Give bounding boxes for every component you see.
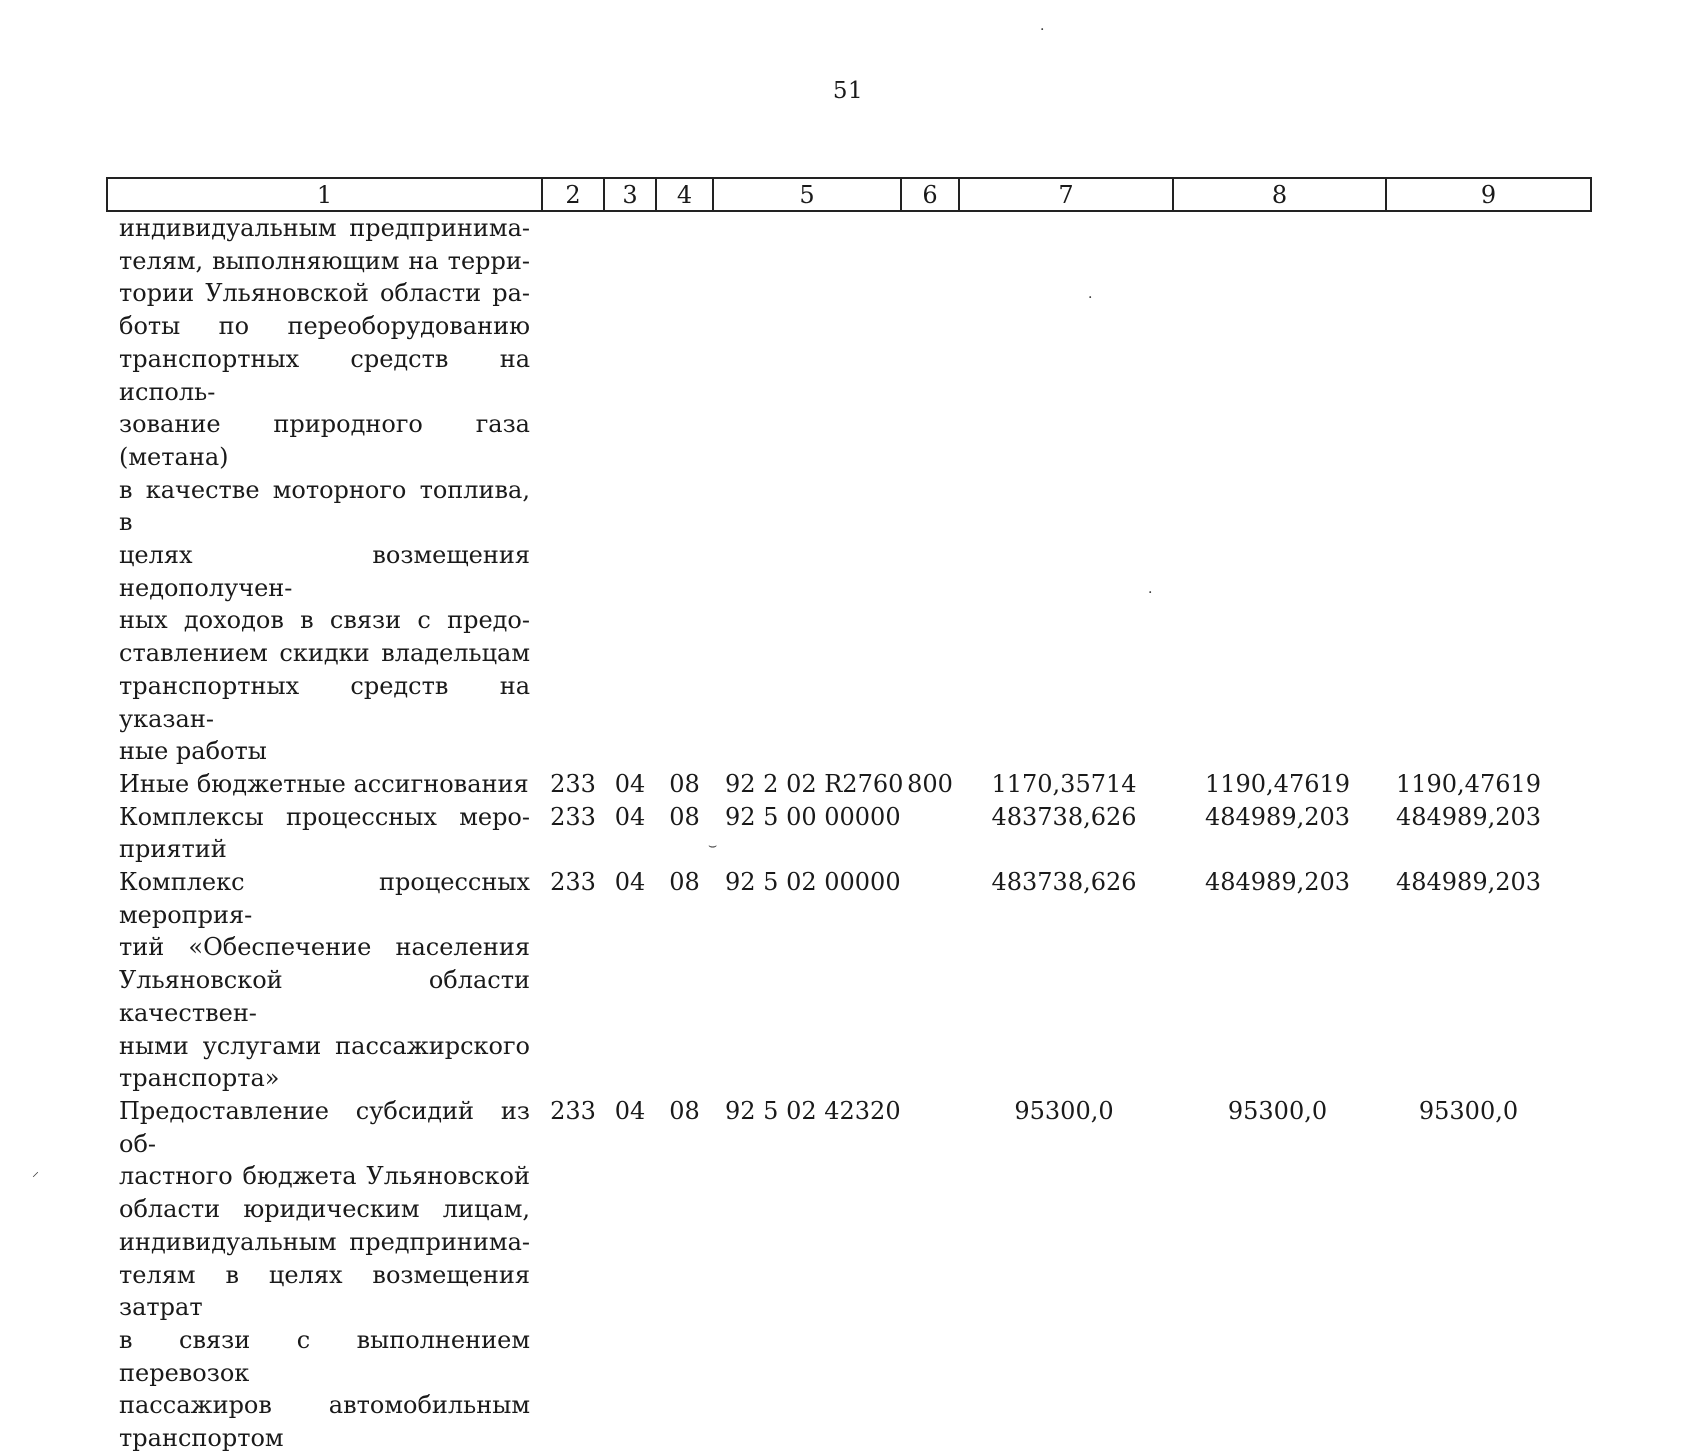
column-header-9: 9 <box>1386 178 1591 211</box>
scan-speck: · <box>1088 290 1093 306</box>
item-name-line: в связи с выполнением перевозок <box>119 1325 530 1387</box>
amount-year-1-cell: 483738,626 <box>991 802 1137 831</box>
expense-type-cell <box>901 866 959 1095</box>
item-name-line: приятий <box>119 835 227 864</box>
item-name-line: ных доходов в связи с предо- <box>119 606 530 635</box>
budget-code-cell: 233 <box>550 802 596 831</box>
target-article-cell: 92 5 02 00000 <box>725 868 901 897</box>
amount-year-3-cell: 95300,0 <box>1418 1096 1519 1125</box>
item-name-line: в качестве моторного топлива, в <box>119 475 530 537</box>
item-name-cell <box>107 1095 542 1455</box>
column-header-7: 7 <box>959 178 1173 211</box>
table-row <box>107 1095 1591 1455</box>
item-name-line: индивидуальным предпринима- <box>119 214 530 242</box>
item-name-cell <box>107 866 542 1095</box>
item-name-cell <box>107 768 542 801</box>
scan-speck: ⌣ <box>708 838 718 854</box>
target-article-cell: 92 5 02 42320 <box>725 1096 901 1125</box>
amount-year-3-cell <box>1386 211 1591 768</box>
item-name-line: ными услугами пассажирского <box>119 1031 530 1060</box>
amount-year-3-cell: 1190,47619 <box>1395 769 1542 798</box>
column-header-8: 8 <box>1173 178 1386 211</box>
scan-speck: · <box>1148 585 1153 601</box>
table-body <box>107 211 1591 1455</box>
column-number-header-row <box>107 178 1591 211</box>
item-name-line: индивидуальным предпринима- <box>119 1227 530 1256</box>
amount-year-2-cell: 484989,203 <box>1204 802 1351 831</box>
expense-type-cell: 800 <box>907 769 953 798</box>
item-name-cell <box>107 211 542 768</box>
item-name-line: боты по переоборудованию <box>119 312 530 341</box>
target-article-cell: 92 2 02 R2760 <box>725 769 904 798</box>
target-article-cell <box>713 211 901 768</box>
section-code-cell <box>604 211 656 768</box>
item-name-line: транспортных средств на исполь- <box>119 344 530 406</box>
target-article-cell: 92 5 00 00000 <box>725 802 901 831</box>
item-name-line: зование природного газа (метана) <box>119 410 530 471</box>
item-name-line: телям в целях возмещения затрат <box>119 1260 530 1322</box>
table-row <box>107 211 1591 768</box>
amount-year-1-cell: 483738,626 <box>991 868 1137 897</box>
budget-code-cell <box>542 211 604 768</box>
section-code-cell: 04 <box>614 868 646 897</box>
amount-year-2-cell: 95300,0 <box>1227 1096 1328 1125</box>
item-name-line: Предоставление субсидий из об- <box>119 1096 530 1158</box>
subsection-code-cell: 08 <box>669 769 700 798</box>
table-row <box>107 866 1591 1095</box>
subsection-code-cell: 08 <box>669 868 700 897</box>
item-name-line: транспортных средств на указан- <box>119 671 530 733</box>
item-name-line: тий «Обеспечение населения <box>119 933 530 962</box>
budget-table <box>106 177 1592 1455</box>
amount-year-1-cell <box>959 211 1173 768</box>
expense-type-cell <box>901 801 959 866</box>
amount-year-2-cell: 484989,203 <box>1204 868 1351 897</box>
column-header-3: 3 <box>604 178 656 211</box>
section-code-cell: 04 <box>614 769 646 798</box>
item-name-cell <box>107 801 542 866</box>
budget-code-cell: 233 <box>550 1096 596 1125</box>
column-header-6: 6 <box>901 178 959 211</box>
item-name-line: ластного бюджета Ульяновской <box>119 1162 530 1191</box>
amount-year-2-cell: 1190,47619 <box>1204 769 1351 798</box>
item-name-line: Комплексы процессных меро- <box>119 802 530 831</box>
column-header-4: 4 <box>656 178 713 211</box>
amount-year-1-cell: 1170,35714 <box>991 769 1137 798</box>
item-name-line: ставлением скидки владельцам <box>119 639 530 668</box>
subsection-code-cell <box>656 211 713 768</box>
item-name-line: транспортом <box>119 1424 284 1453</box>
amount-year-2-cell <box>1173 211 1386 768</box>
item-name-line: телям, выполняющим на терри- <box>119 246 530 275</box>
item-name-line: ные работы <box>119 737 267 766</box>
item-name-line: тории Ульяновской области ра- <box>119 279 530 308</box>
expense-type-cell <box>901 211 959 768</box>
subsection-code-cell: 08 <box>669 802 700 831</box>
subsection-code-cell: 08 <box>669 1096 700 1125</box>
expense-type-cell <box>901 1095 959 1455</box>
column-header-1: 1 <box>107 178 542 211</box>
section-code-cell: 04 <box>614 1096 646 1125</box>
item-name-line: Комплекс процессных мероприя- <box>119 868 530 929</box>
scan-speck: · <box>1040 22 1045 38</box>
column-header-2: 2 <box>542 178 604 211</box>
table-row <box>107 768 1591 801</box>
item-name-line: Иные бюджетные ассигнования <box>119 769 529 798</box>
budget-code-cell: 233 <box>550 769 596 798</box>
item-name-line: области юридическим лицам, <box>119 1195 530 1224</box>
budget-code-cell: 233 <box>550 868 596 897</box>
scan-speck: ⸝ <box>32 1164 39 1180</box>
amount-year-1-cell: 95300,0 <box>1014 1096 1114 1125</box>
section-code-cell: 04 <box>614 802 646 831</box>
item-name-line: Ульяновской области качествен- <box>119 966 530 1027</box>
page-number: 51 <box>832 78 864 104</box>
item-name-line: целях возмещения недополучен- <box>119 541 530 602</box>
amount-year-3-cell: 484989,203 <box>1395 802 1542 831</box>
amount-year-3-cell: 484989,203 <box>1395 868 1542 897</box>
item-name-line: пассажиров автомобильным <box>119 1391 530 1420</box>
item-name-line: транспорта» <box>119 1064 280 1093</box>
table-row <box>107 801 1591 866</box>
column-header-5: 5 <box>713 178 901 211</box>
